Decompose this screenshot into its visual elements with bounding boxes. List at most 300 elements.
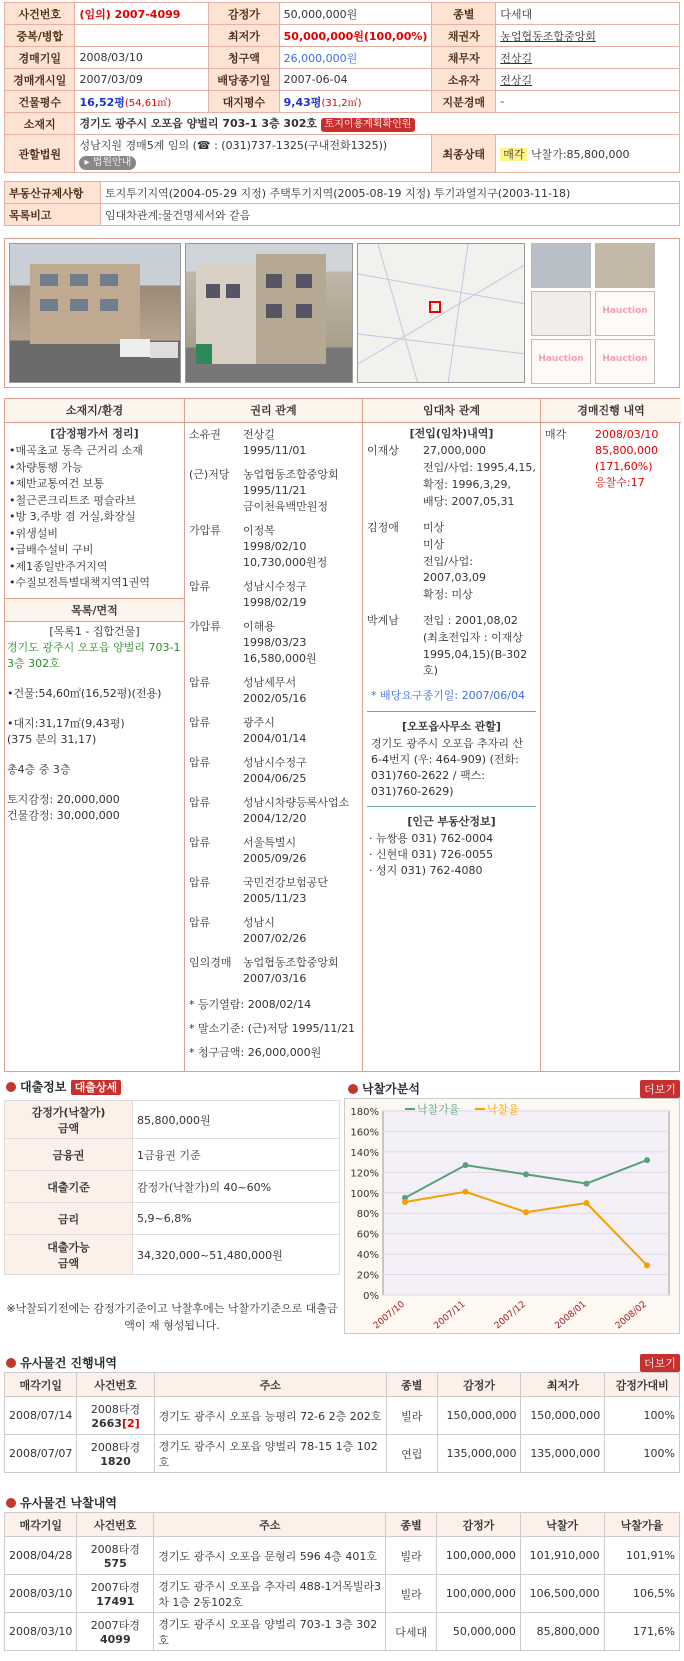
- rights-date: 2005/09/26: [243, 852, 307, 865]
- progress-rate: (171,60%): [595, 460, 653, 473]
- tenant-3-first: (최초전입자 : 이재상: [423, 631, 523, 644]
- row-ratio: 100%: [605, 1435, 680, 1473]
- row-price: 106,500,000: [520, 1575, 604, 1613]
- type-label: 종별: [432, 3, 496, 25]
- case-number-cell: [77, 1575, 154, 1613]
- loan-table: [4, 1100, 340, 1275]
- series-point: [402, 1199, 408, 1205]
- progress-values: [595, 427, 658, 491]
- legend-label: 낙찰가율: [417, 1103, 460, 1116]
- claim-label: 청구액: [209, 47, 279, 69]
- environment-header: 소재지/환경: [5, 399, 184, 423]
- table-row[interactable]: [5, 1435, 680, 1473]
- table-header: 종별: [386, 1373, 437, 1397]
- land-use-plan-button[interactable]: 토지이용계획확인원: [321, 118, 416, 132]
- rights-holder: 농업협동조합중앙회: [243, 468, 339, 481]
- debtor-link[interactable]: 전상길: [496, 47, 680, 69]
- case-link[interactable]: [81, 1455, 149, 1468]
- rights-date: 2004/06/25: [243, 772, 307, 785]
- case-number-value: 2663: [91, 1417, 122, 1430]
- tenant-1-dividend: 배당: 2007,05,31: [423, 495, 515, 508]
- row-appraisal: 100,000,000: [437, 1575, 521, 1613]
- rights-note: * 등기열람: 2008/02/14: [189, 998, 312, 1011]
- rights-note: * 말소기준: (근)저당 1995/11/21: [189, 1022, 356, 1035]
- y-tick-label: 180%: [350, 1107, 379, 1118]
- rights-amount: 10,730,000원정: [243, 556, 328, 569]
- row-price: 150,000,000: [521, 1397, 605, 1435]
- rights-entry: [185, 713, 362, 753]
- rights-holder: 농업협동조합중앙회: [243, 956, 339, 969]
- regulation-label: 부동산규제사항: [5, 182, 101, 204]
- rights-entry: [185, 617, 362, 673]
- row-type: 빌라: [386, 1575, 437, 1613]
- merge-value: [75, 25, 209, 47]
- progress-kind: 매각: [545, 428, 567, 441]
- building-area-label: 건물평수: [5, 91, 75, 113]
- chart-section-title: [348, 1080, 420, 1097]
- final-status-label: 최종상태: [432, 135, 496, 173]
- dividend-date-label: 배당종기일: [209, 69, 279, 91]
- row-date: 2008/07/14: [5, 1397, 77, 1435]
- rights-kind: (근)저당: [189, 468, 230, 481]
- court-info: 성남지원 경매5계 임의 (☎ : (031)737-1325(구내전화1325)): [79, 138, 388, 152]
- owner-link[interactable]: 전상길: [496, 69, 680, 91]
- table-header: 사건번호: [77, 1513, 154, 1537]
- chart-more-button[interactable]: 더보기: [640, 1080, 680, 1098]
- rights-holder: 국민건강보험공단: [243, 876, 329, 889]
- environment-item: •철근콘크리트조 평슬라브: [9, 493, 136, 507]
- list-address: 경기도 광주시 오포읍 양벌리 703-1 3층 302호: [7, 640, 181, 670]
- bullet-icon: [6, 1498, 16, 1508]
- rights-detail: [243, 619, 358, 667]
- rights-detail: [243, 467, 358, 515]
- agent-item: · 신현대 031) 726-0055: [369, 848, 494, 861]
- loan-row-label-line: 대출기준: [47, 1180, 90, 1194]
- row-address: 경기도 광주시 오포읍 능평리 72-6 2층 202호: [154, 1397, 386, 1435]
- thumb-3[interactable]: [531, 291, 591, 336]
- similar-sold-section-title: [6, 1494, 117, 1511]
- rights-detail: [243, 675, 358, 707]
- rights-date: 1998/03/23: [243, 636, 307, 649]
- rights-date: 1995/11/01: [243, 444, 307, 457]
- office-title: [오포읍사무소 관할]: [402, 720, 501, 733]
- y-tick-label: 140%: [350, 1147, 379, 1159]
- min-price-value: 50,000,000원(100,00%): [279, 25, 432, 47]
- final-status: [496, 135, 680, 173]
- table-header: 매각기일: [5, 1373, 77, 1397]
- loan-row-label: [5, 1203, 133, 1235]
- tenant-3: [363, 613, 540, 679]
- tenant-2-moved: 전입/사업: 2007,03,09: [423, 555, 486, 584]
- rights-detail: [243, 715, 358, 747]
- rights-entry: [185, 873, 362, 913]
- loan-row-label-line: 금액: [57, 1121, 80, 1135]
- rights-date: 1995/11/21: [243, 484, 307, 497]
- rights-entry: [185, 753, 362, 793]
- rights-entry: [185, 793, 362, 833]
- case-suffix: [2]: [121, 1417, 140, 1430]
- row-date: 2008/03/10: [5, 1613, 77, 1651]
- row-ratio: 171,6%: [604, 1613, 679, 1651]
- loan-row-value: 85,800,000원: [133, 1101, 340, 1139]
- rights-kind: 압류: [189, 836, 211, 849]
- rights-detail: [243, 579, 358, 611]
- case-number-value: 1820: [100, 1455, 131, 1468]
- rights-holder: 이해용: [243, 620, 275, 633]
- table-header: 종별: [386, 1513, 437, 1537]
- loan-note: ※낙찰되기전에는 감정가기준이고 낙찰후에는 낙찰가기준으로 대출금액이 재 형성됩니다.: [6, 1302, 338, 1332]
- environment-list: [5, 443, 184, 592]
- building-area: [75, 91, 209, 113]
- rights-holder: 성남시수정구: [243, 580, 307, 593]
- appraisal-value: 50,000,000원: [279, 3, 432, 25]
- rights-column: [185, 399, 363, 1071]
- tenant-2-name: 김정애: [367, 521, 399, 534]
- regulation-table: [4, 181, 680, 226]
- rights-note: * 청구금액: 26,000,000원: [189, 1046, 322, 1059]
- series-point: [584, 1200, 590, 1206]
- row-address: 경기도 광주시 오포읍 양벌리 703-1 3층 302호: [154, 1613, 386, 1651]
- environment-item: •위생설비: [9, 526, 58, 540]
- row-address: 경기도 광주시 오포읍 추자리 488-1거목빌라3차 1층 2동102호: [154, 1575, 386, 1613]
- case-link[interactable]: [81, 1557, 149, 1570]
- environment-item: •매곡초교 동측 근거리 소재: [9, 444, 143, 457]
- list-area: [5, 622, 184, 826]
- environment-item: •차량통행 가능: [9, 460, 83, 474]
- y-tick-label: 160%: [350, 1127, 379, 1139]
- tenant-2: [363, 520, 540, 603]
- row-ratio: 100%: [605, 1397, 680, 1435]
- row-appraisal: 50,000,000: [437, 1613, 521, 1651]
- rights-entry: [185, 673, 362, 713]
- tenant-1: [363, 443, 540, 510]
- chart-frame: [344, 1098, 680, 1334]
- rights-kind: 임의경매: [189, 956, 232, 969]
- table-header: 주소: [154, 1513, 386, 1537]
- building-photo-icon: [10, 244, 181, 383]
- rights-entry: [185, 953, 362, 993]
- rights-detail: [243, 915, 358, 947]
- loan-row: [5, 1235, 340, 1275]
- thumb-4[interactable]: [595, 291, 655, 336]
- regulation-value: 토지투기지역(2004-05-29 지정) 주택투기지역(2005-08-19 지정) 투기과열지구(2003-11-18): [101, 182, 680, 204]
- x-tick-label: 2008/01: [553, 1299, 589, 1332]
- rights-kind: 압류: [189, 876, 211, 889]
- land-area-sqm: (31,2㎡): [321, 97, 362, 109]
- y-tick-label: 40%: [356, 1250, 379, 1262]
- y-tick-label: 80%: [356, 1209, 379, 1221]
- y-tick-label: 120%: [350, 1168, 379, 1180]
- series-point: [523, 1209, 529, 1215]
- tenant-header: 임대차 관계: [363, 399, 540, 423]
- rights-date: 2004/12/20: [243, 812, 307, 825]
- row-address: 경기도 광주시 오포읍 양벌리 78-15 1층 102호: [154, 1435, 386, 1473]
- row-appraisal: 135,000,000: [437, 1435, 521, 1473]
- rights-date: 2005/11/23: [243, 892, 307, 905]
- case-number-value: 4099: [100, 1633, 131, 1646]
- tenant-3-date: 1995,04,15)(B-302호): [423, 648, 528, 677]
- rights-entry: [185, 577, 362, 617]
- thumb-1[interactable]: [531, 243, 591, 288]
- tenant-1-deposit: 27,000,000: [423, 444, 486, 457]
- loan-section-title: [6, 1078, 121, 1095]
- court-guide-button[interactable]: ▸ 법원안내: [79, 156, 136, 170]
- land-area: [279, 91, 432, 113]
- details-panel: [4, 398, 680, 1072]
- table-header: 매각기일: [5, 1513, 77, 1537]
- legend-label: 낙찰율: [487, 1103, 519, 1116]
- similar-progress-table: [4, 1372, 680, 1473]
- share-label: 지분경매: [432, 91, 496, 113]
- progress-row: [541, 423, 681, 495]
- loan-row-label-line: 감정가(낙찰가): [31, 1105, 106, 1119]
- case-year: 2008타경: [90, 1403, 141, 1416]
- list-land: •대지:31,17㎡(9,43평): [7, 716, 125, 730]
- case-year: 2008타경: [90, 1441, 141, 1454]
- photo-location-map[interactable]: [357, 243, 525, 383]
- environment-item: •수질보전특별대책지역1권역: [9, 576, 150, 589]
- list-land-share: (375 분의 31,17): [7, 732, 97, 746]
- rights-detail: [243, 755, 358, 787]
- rights-date: 2007/03/16: [243, 972, 307, 985]
- rights-holder: 전상길: [243, 428, 275, 441]
- loan-row-label-line: 금리: [57, 1212, 80, 1226]
- rights-kind: 압류: [189, 916, 211, 929]
- table-row[interactable]: [5, 1613, 680, 1651]
- row-type: 빌라: [386, 1537, 437, 1575]
- similar-sold-title: 유사물건 낙찰내역: [20, 1496, 117, 1510]
- start-date-value: 2007/03/09: [75, 69, 209, 91]
- building-area-sqm: (54,61㎡): [124, 97, 172, 109]
- row-appraisal: 100,000,000: [437, 1537, 521, 1575]
- thumb-6-watermark: Hauction: [602, 354, 648, 364]
- environment-item: •제1종일반주거지역: [9, 559, 108, 573]
- loan-row-value: 5,9~6,8%: [133, 1203, 340, 1235]
- table-header: 감정가대비: [605, 1373, 680, 1397]
- table-header: 사건번호: [77, 1373, 154, 1397]
- case-number-value: 17491: [96, 1595, 135, 1608]
- case-year: 2007타경: [90, 1581, 140, 1594]
- y-tick-label: 0%: [363, 1291, 379, 1302]
- loan-row: [5, 1171, 340, 1203]
- tenant-2-a: 미상: [423, 521, 445, 534]
- row-price: 135,000,000: [521, 1435, 605, 1473]
- land-area-pyeong: 9,43평: [283, 95, 322, 109]
- row-price: 101,910,000: [520, 1537, 604, 1575]
- progress-date: 2008/03/10: [595, 428, 659, 441]
- rights-holder: 광주시: [243, 716, 275, 729]
- min-price-label: 최저가: [209, 25, 279, 47]
- row-address: 경기도 광주시 오포읍 문형리 596 4층 401호: [154, 1537, 386, 1575]
- row-date: 2008/03/10: [5, 1575, 77, 1613]
- map-icon: [358, 244, 525, 383]
- loan-row: [5, 1139, 340, 1171]
- rights-entry: [185, 425, 362, 465]
- series-point: [523, 1171, 529, 1177]
- bullet-icon: [6, 1358, 16, 1368]
- row-date: 2008/04/28: [5, 1537, 77, 1575]
- loan-row-label: [5, 1101, 133, 1139]
- row-type: 빌라: [386, 1397, 437, 1435]
- loan-row-label: [5, 1139, 133, 1171]
- case-number: (임의) 2007-4099: [75, 3, 209, 25]
- appraisal-summary-title: [감정평가서 정리]: [50, 427, 139, 440]
- case-summary-table: [4, 2, 680, 173]
- building-area-pyeong: 16,52평: [79, 95, 125, 109]
- rights-holder: 이정복: [243, 524, 275, 537]
- list-building: •건물:54,60㎡(16,52평)(전용): [7, 686, 162, 700]
- agents-title: [인근 부동산정보]: [407, 815, 496, 828]
- photo-gallery: [4, 238, 680, 388]
- tenant-2-b: 미상: [423, 538, 445, 551]
- rights-kind: 가압류: [189, 620, 221, 633]
- table-header: 최저가: [521, 1373, 605, 1397]
- x-tick-label: 2007/10: [371, 1299, 407, 1332]
- case-number-cell: [77, 1435, 154, 1473]
- series-point: [463, 1162, 469, 1168]
- rights-header: 권리 관계: [185, 399, 362, 423]
- agent-item: · 성지 031) 762-4080: [369, 864, 483, 877]
- loan-row-label-line: 금융권: [52, 1148, 85, 1162]
- x-tick-label: 2007/11: [432, 1299, 468, 1332]
- row-type: 다세대: [386, 1613, 437, 1651]
- table-header: 낙찰가: [520, 1513, 604, 1537]
- agents-list: [363, 831, 540, 879]
- case-link[interactable]: [81, 1633, 149, 1646]
- thumb-4-watermark: Hauction: [602, 306, 648, 316]
- table-row[interactable]: [5, 1537, 680, 1575]
- tenant-1-name: 이재상: [367, 444, 399, 457]
- series-point: [463, 1189, 469, 1195]
- case-number-cell: [77, 1397, 154, 1435]
- bullet-icon: [348, 1084, 358, 1094]
- loan-row-label: [5, 1171, 133, 1203]
- case-link[interactable]: [81, 1417, 149, 1430]
- environment-item: •제반교통여건 보통: [9, 477, 104, 490]
- rights-entry: [185, 833, 362, 873]
- series-point: [644, 1157, 650, 1163]
- dividend-deadline: * 배당요구종기일: 2007/06/04: [367, 679, 536, 712]
- note-value: 임대차관계:물건명세서와 같음: [101, 204, 680, 226]
- rights-holder: 성남시: [243, 916, 275, 929]
- court: [75, 135, 432, 173]
- progress-header: 경매진행 내역: [541, 399, 681, 423]
- land-appraisal: 토지감정: 20,000,000: [7, 792, 120, 806]
- appraisal-label: 감정가: [209, 3, 279, 25]
- photo-building-side[interactable]: [185, 243, 353, 383]
- loan-detail-button[interactable]: 대출상세: [71, 1080, 122, 1095]
- rights-amount: 금이천육백만원정: [243, 500, 329, 513]
- photo-building-front[interactable]: [9, 243, 181, 383]
- loan-row-value: 34,320,000~51,480,000원: [133, 1235, 340, 1275]
- thumb-2[interactable]: [595, 243, 655, 288]
- progress-price: 85,800,000: [595, 444, 658, 457]
- rights-kind: 압류: [189, 756, 211, 769]
- rights-date: 2007/02/26: [243, 932, 307, 945]
- rights-kind: 압류: [189, 796, 211, 809]
- rights-holder: 성남시수정구: [243, 756, 307, 769]
- table-row[interactable]: [5, 1575, 680, 1613]
- row-date: 2008/07/07: [5, 1435, 77, 1473]
- rate-chart: [345, 1099, 679, 1333]
- table-header: 주소: [154, 1373, 386, 1397]
- series-point: [644, 1262, 650, 1268]
- environment-item: •방 3,주방 겸 거실,화장실: [9, 510, 136, 523]
- rights-kind: 압류: [189, 580, 211, 593]
- court-guide-label: 법원안내: [92, 156, 132, 168]
- progress-column: [541, 399, 681, 1071]
- environment-item: •급배수설비 구비: [9, 543, 94, 556]
- row-price: 85,800,000: [520, 1613, 604, 1651]
- rights-holder: 서울특별시: [243, 836, 297, 849]
- loan-title: 대출정보: [20, 1080, 67, 1094]
- similar-sold-table: [4, 1512, 680, 1651]
- y-tick-label: 60%: [356, 1229, 379, 1241]
- rights-detail: [243, 795, 358, 827]
- bullet-icon: [6, 1082, 16, 1092]
- tenant-3-name: 박계남: [367, 614, 399, 627]
- thumb-6[interactable]: [595, 339, 655, 384]
- building-side-photo-icon: [186, 244, 353, 383]
- y-tick-label: 20%: [356, 1270, 379, 1282]
- row-appraisal: 150,000,000: [437, 1397, 521, 1435]
- rights-detail: [243, 427, 358, 459]
- claim-value: 26,000,000원: [279, 47, 432, 69]
- similar-progress-section-title: [6, 1354, 117, 1371]
- list-item-title: [목록1 - 집합건물]: [49, 624, 140, 638]
- progress-bidders: 응찰수:17: [595, 476, 645, 489]
- plot-area: [383, 1111, 669, 1295]
- dividend-date-value: 2007-06-04: [279, 69, 432, 91]
- case-number-label: 사건번호: [5, 3, 75, 25]
- creditor-label: 채권자: [432, 25, 496, 47]
- x-tick-label: 2007/12: [492, 1299, 528, 1332]
- table-row[interactable]: [5, 1397, 680, 1435]
- loan-row-value: 1금융권 기준: [133, 1139, 340, 1171]
- creditor-link[interactable]: 농업협동조합중앙회: [496, 25, 680, 47]
- case-number-value: 575: [103, 1557, 127, 1570]
- similar-progress-more-button[interactable]: 더보기: [640, 1354, 680, 1372]
- sold-badge: 매각: [500, 148, 527, 161]
- table-header: 감정가: [437, 1513, 521, 1537]
- location: [75, 113, 680, 135]
- auction-date-value: 2008/03/10: [75, 47, 209, 69]
- rights-detail: [243, 835, 358, 867]
- loan-row: [5, 1203, 340, 1235]
- rights-detail: [243, 955, 358, 987]
- table-header: 낙찰가율: [604, 1513, 679, 1537]
- loan-row-label: [5, 1235, 133, 1275]
- rights-detail: [243, 523, 358, 571]
- rights-date: 2004/01/14: [243, 732, 307, 745]
- list-floors: 총4층 중 3층: [7, 762, 71, 776]
- tenant-1-fixed: 확정: 1996,3,29,: [423, 478, 511, 491]
- rights-date: 1998/02/19: [243, 596, 307, 609]
- x-tick-label: 2008/02: [613, 1299, 649, 1332]
- case-number-cell: [77, 1537, 154, 1575]
- thumb-5[interactable]: [531, 339, 591, 384]
- loan-row-label-line: 금액: [57, 1256, 80, 1270]
- rights-list: [185, 423, 362, 993]
- case-number-cell: [77, 1613, 154, 1651]
- case-link[interactable]: [81, 1595, 149, 1608]
- rights-holder: 성남세무서: [243, 676, 297, 689]
- row-type: 연립: [386, 1435, 437, 1473]
- case-year: 2008타경: [90, 1543, 140, 1556]
- type-value: 다세대: [496, 3, 680, 25]
- share-value: -: [496, 91, 680, 113]
- building-appraisal: 건물감정: 30,000,000: [7, 808, 120, 822]
